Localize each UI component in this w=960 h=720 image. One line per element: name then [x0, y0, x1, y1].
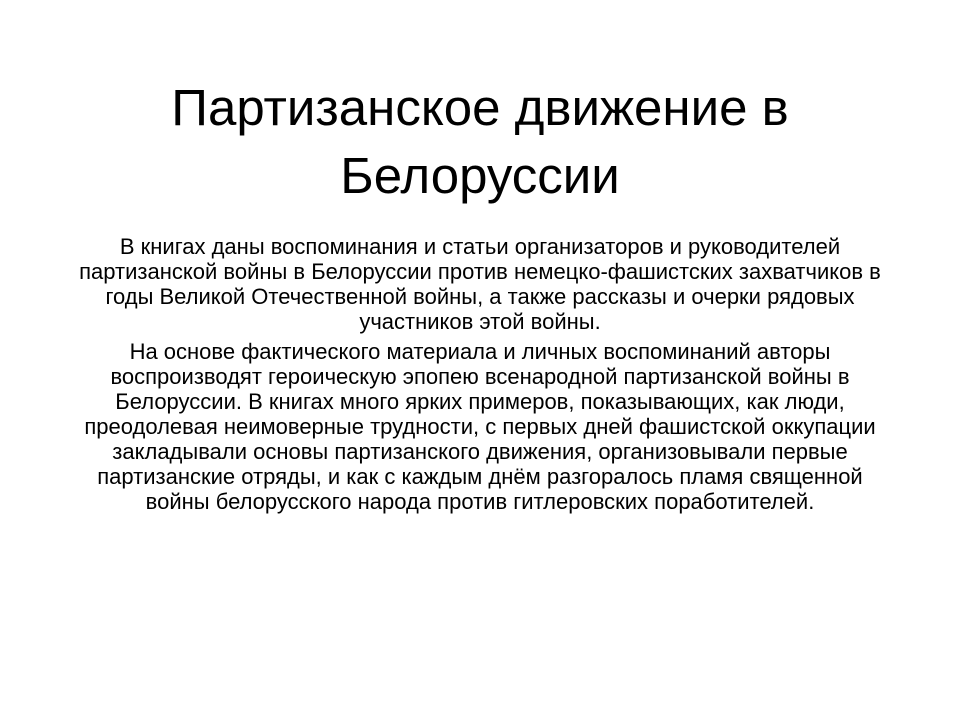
slide-body — [66, 234, 894, 519]
slide-title: Партизанское движение в Белоруссии — [171, 79, 789, 204]
body-paragraph: На основе фактического материала и личных воспоминаний авторы воспроизводят героическую эпопею всенародной партизанской войны в Белоруссии. В книгах много ярких примеров, показывающих, как люди, преодолевая неимоверные трудности, с первых дней фашистской оккупации закладывали основы партизанского движения, организовывали первые партизанские отряды, и как с каждым днём разгоралось пламя священной войны белорусского народа против гитлеровских поработителей. — [84, 339, 876, 514]
body-paragraph: В книгах даны воспоминания и статьи организаторов и руководителей партизанской войны в Белоруссии против немецко-фашистских захватчиков в годы Великой Отечественной войны, а также рассказы и очерки рядовых участников этой войны. — [79, 234, 881, 334]
